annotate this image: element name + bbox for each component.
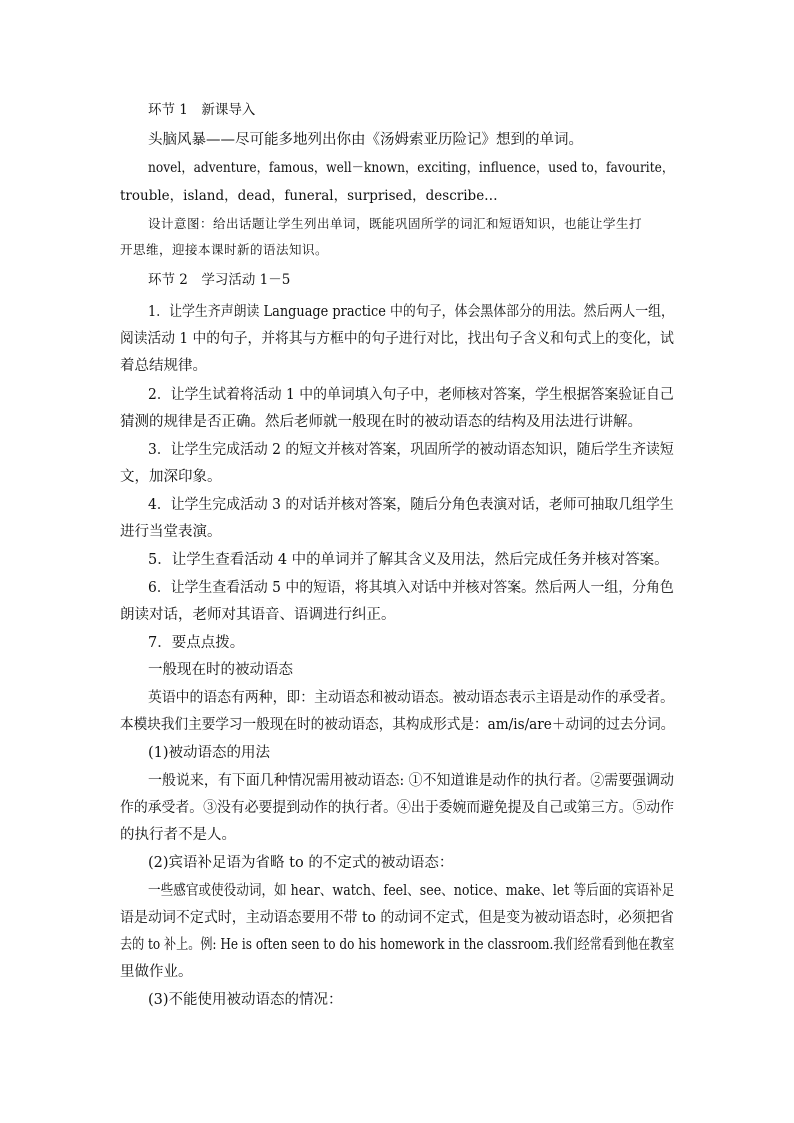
activity-6-line-2: 朗读对话，老师对其语音、语调进行纠正。 <box>120 607 396 623</box>
object-complement-line-4: 里做作业。 <box>120 964 193 980</box>
activity-1-line-3: 着总结规律。 <box>120 358 207 374</box>
activity-3-line-2: 文，加深印象。 <box>120 469 222 485</box>
passive-usage-line-3: 的执行者不是人。 <box>120 827 236 843</box>
activity-1-line-1: 1．让学生齐声朗读 Language practice 中的句子，体会黑体部分的用法。然后两人一组， <box>148 304 674 320</box>
activity-3-line-1: 3．让学生完成活动 2 的短文并核对答案，巩固所学的被动语态知识，随后学生齐读短 <box>148 442 674 458</box>
design-intent-line-2: 开思维，迎接本课时新的语法知识。 <box>120 242 329 257</box>
grammar-title: 一般现在时的被动语态 <box>148 662 293 678</box>
passive-usage-line-1: 一般说来，有下面几种情况需用被动语态: ①不知道谁是动作的执行者。②需要强调动 <box>148 773 675 789</box>
activity-1-line-2: 阅读活动 1 中的句子，并将其与方框中的句子进行对比，找出句子含义和句式上的变化，试 <box>120 331 674 347</box>
section1-heading: 环节 1 新课导入 <box>148 102 256 118</box>
object-complement-title: (2)宾语补足语为省略 to 的不定式的被动语态： <box>148 855 454 871</box>
design-intent-line-1: 设计意图：给出话题让学生列出单词，既能巩固所学的词汇和短语知识，也能让学生打 <box>148 216 643 231</box>
activity-4-line-1: 4．让学生完成活动 3 的对话并核对答案，随后分角色表演对话，老师可抽取几组学生 <box>148 497 674 513</box>
grammar-intro-line-2: 本模块我们主要学习一般现在时的被动语态，其构成形式是：am/is/are＋动词的过去分词。 <box>120 717 675 733</box>
activity-2-line-2: 猜测的规律是否正确。然后老师就一般现在时的被动语态的结构及用法进行讲解。 <box>120 414 642 430</box>
no-passive-title: (3)不能使用被动语态的情况： <box>148 992 343 1008</box>
activity-7-line-1: 7．要点点拨。 <box>148 635 245 651</box>
activity-5-line-1: 5．让学生查看活动 4 中的单词并了解其含义及用法，然后完成任务并核对答案。 <box>148 552 669 568</box>
object-complement-line-3: 去的 to 补上。例: He is often seen to do his homework in the classroom.我们经常看到他在教室 <box>120 937 675 953</box>
section2-heading: 环节 2 学习活动 1－5 <box>148 272 291 288</box>
grammar-intro-line-1: 英语中的语态有两种，即：主动语态和被动语态。被动语态表示主语是动作的承受者。 <box>148 690 674 706</box>
activity-6-line-1: 6．让学生查看活动 5 中的短语，将其填入对话中并核对答案。然后两人一组，分角色 <box>148 580 674 596</box>
passive-usage-line-2: 作的承受者。③没有必要提到动作的执行者。④出于委婉而避免提及自己或第三方。⑤动作 <box>120 800 675 816</box>
activity-4-line-2: 进行当堂表演。 <box>120 524 222 540</box>
object-complement-line-2: 语是动词不定式时，主动语态要用不带 to 的动词不定式，但是变为被动语态时，必须把省 <box>120 910 674 926</box>
activity-2-line-1: 2．让学生试着将活动 1 中的单词填入句子中，老师核对答案，学生根据答案验证自己 <box>148 387 674 403</box>
object-complement-line-1: 一些感官或使役动词，如 hear、watch、feel、see、notice、make、let 等后面的宾语补足 <box>148 883 675 899</box>
word-list-line-2: trouble，island，dead，funeral，surprised，describe… <box>120 188 498 204</box>
brainstorm-text: 头脑风暴——尽可能多地列出你由《汤姆索亚历险记》想到的单词。 <box>148 132 583 148</box>
passive-usage-title: (1)被动语态的用法 <box>148 745 271 761</box>
word-list-line-1: novel，adventure，famous，well－known，exciting，influence，used to，favourite， <box>148 160 675 176</box>
